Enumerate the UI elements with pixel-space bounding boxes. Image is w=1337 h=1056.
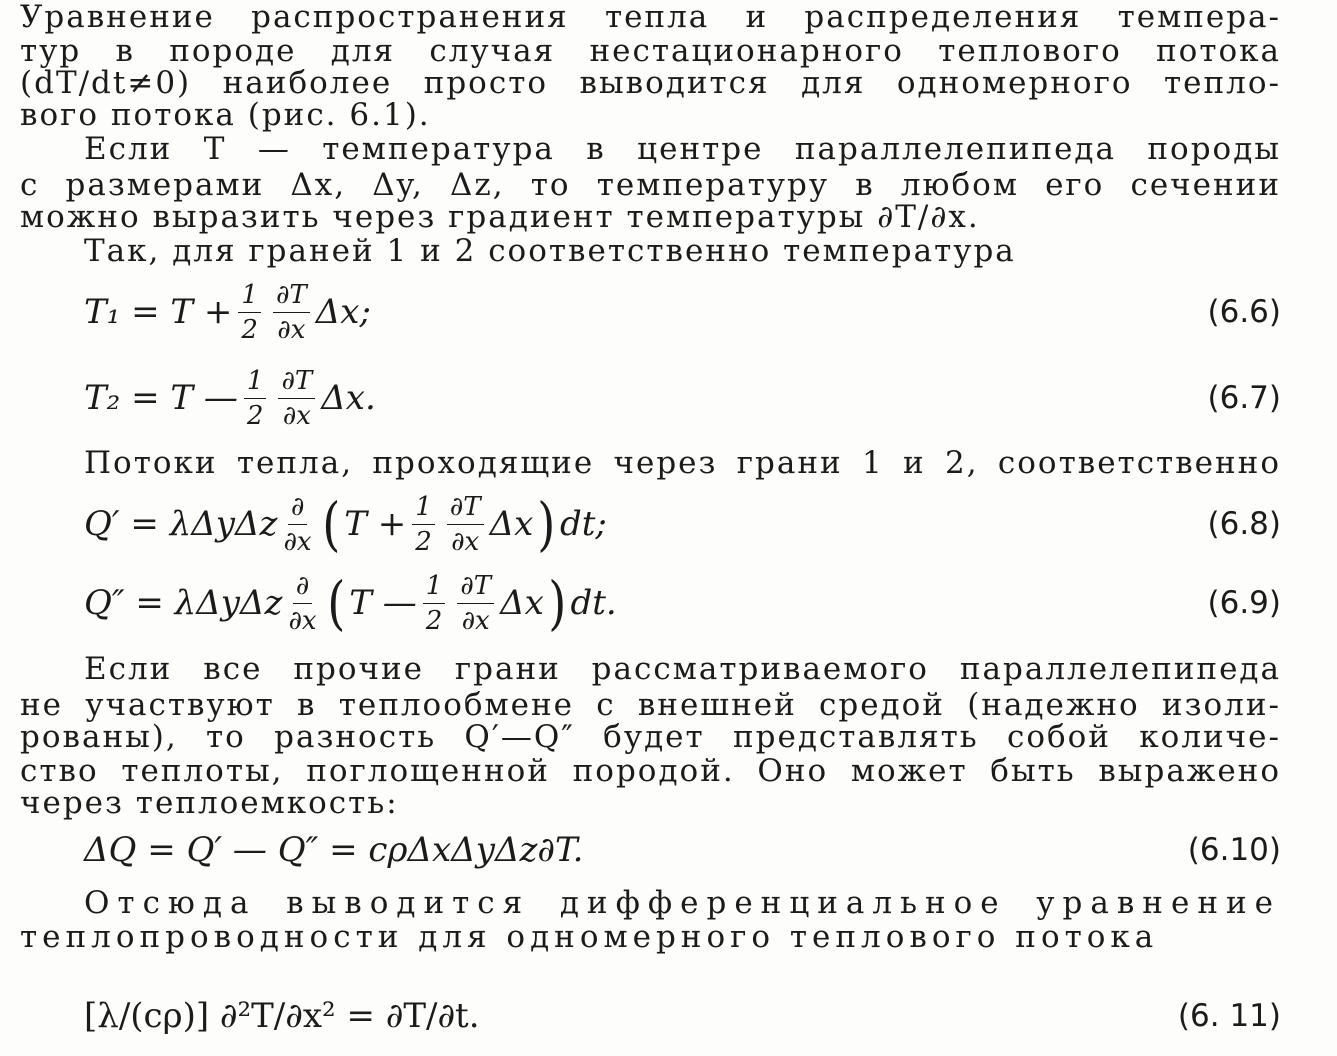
fraction: $\frac{\partial}{\partial x}$ — [283, 491, 312, 557]
text-line: через теплоемкость: — [20, 785, 399, 821]
equation-6-11 — [84, 976, 1281, 1056]
equation-number: (6.10) — [1187, 832, 1281, 868]
equation-6-10 — [84, 810, 1281, 890]
equation-text: ΔQ = Q′ — Q″ = cρΔxΔyΔz∂T. — [84, 830, 584, 870]
inner-tail: Δx — [489, 504, 534, 544]
text-line: Если все прочие грани рассматриваемого параллелепипеда — [84, 651, 1281, 687]
fraction: $\frac{1}{2}$ — [412, 492, 435, 557]
fraction: $\frac{\partial T}{\partial x}$ — [278, 366, 315, 431]
left-paren: ( — [321, 490, 340, 558]
equation-number: (6.6) — [1207, 294, 1281, 330]
equation-text: [λ/(cρ)] ∂²T/∂x² = ∂T/∂t. — [84, 996, 480, 1036]
text-line: Отсюда выводится дифференциальное уравнение — [84, 885, 1281, 921]
fraction: $\frac{1}{2}$ — [423, 571, 446, 636]
equation-tail: dt. — [570, 583, 617, 623]
equation-lhs: T₂ = T — — [84, 378, 238, 418]
equation-tail: Δx; — [315, 292, 371, 332]
text-line: (dT/dt≠0) наиболее просто выводится для одномерного тепло- — [20, 65, 1281, 101]
equation-number: (6.7) — [1207, 380, 1281, 416]
fraction: $\frac{\partial T}{\partial x}$ — [273, 280, 310, 345]
text-line: рованы), то разность Q′—Q″ будет представлять собой количе- — [20, 719, 1281, 755]
text-line: не участвуют в теплообмене с внешней средой (надежно изоли- — [20, 687, 1281, 723]
text-line: тур в породе для случая нестационарного теплового потока — [20, 33, 1281, 69]
text-line: Уравнение распространения тепла и распределения темпера- — [20, 0, 1281, 35]
text-line: с размерами Δx, Δy, Δz, то температуру в любом его сечении — [20, 167, 1281, 203]
text-line: теплопроводности для одномерного теплового потока — [20, 919, 1159, 955]
right-paren: ) — [537, 490, 556, 558]
equation-6-9 — [84, 563, 1281, 643]
text-line: ство теплоты, поглощенной породой. Оно может быть выражено — [20, 753, 1281, 789]
inner-lhs: T — — [349, 583, 417, 623]
equation-lhs: Q″ = λΔyΔz — [84, 583, 283, 623]
equation-number: (6.9) — [1207, 585, 1281, 621]
equation-6-7 — [84, 358, 1281, 438]
equation-6-6 — [84, 272, 1281, 352]
text-line: можно выразить через градиент температуры ∂T/∂x. — [20, 199, 980, 235]
left-paren: ( — [326, 569, 345, 637]
fraction: $\frac{\partial T}{\partial x}$ — [457, 571, 494, 636]
text-line: Потоки тепла, проходящие через грани 1 и 2, соответственно — [84, 445, 1281, 481]
equation-tail: Δx. — [321, 378, 376, 418]
equation-lhs: Q′ = λΔyΔz — [84, 504, 278, 544]
inner-lhs: T + — [344, 504, 407, 544]
equation-lhs: T₁ = T + — [84, 292, 233, 332]
fraction: $\frac{1}{2}$ — [244, 366, 267, 431]
equation-number: (6. 11) — [1177, 998, 1281, 1034]
equation-6-8 — [84, 484, 1281, 564]
fraction: $\frac{\partial T}{\partial x}$ — [447, 492, 484, 557]
fraction: $\frac{1}{2}$ — [238, 280, 261, 345]
equation-tail: dt; — [559, 504, 607, 544]
text-line: Если T — температура в центре параллелепипеда породы — [84, 131, 1281, 167]
equation-number: (6.8) — [1207, 506, 1281, 542]
inner-tail: Δx — [500, 583, 544, 623]
text-line: Так, для граней 1 и 2 соответственно температура — [84, 233, 1016, 269]
text-line: вого потока (рис. 6.1). — [20, 97, 431, 133]
right-paren: ) — [548, 569, 567, 637]
fraction: $\frac{\partial}{\partial x}$ — [288, 570, 317, 636]
